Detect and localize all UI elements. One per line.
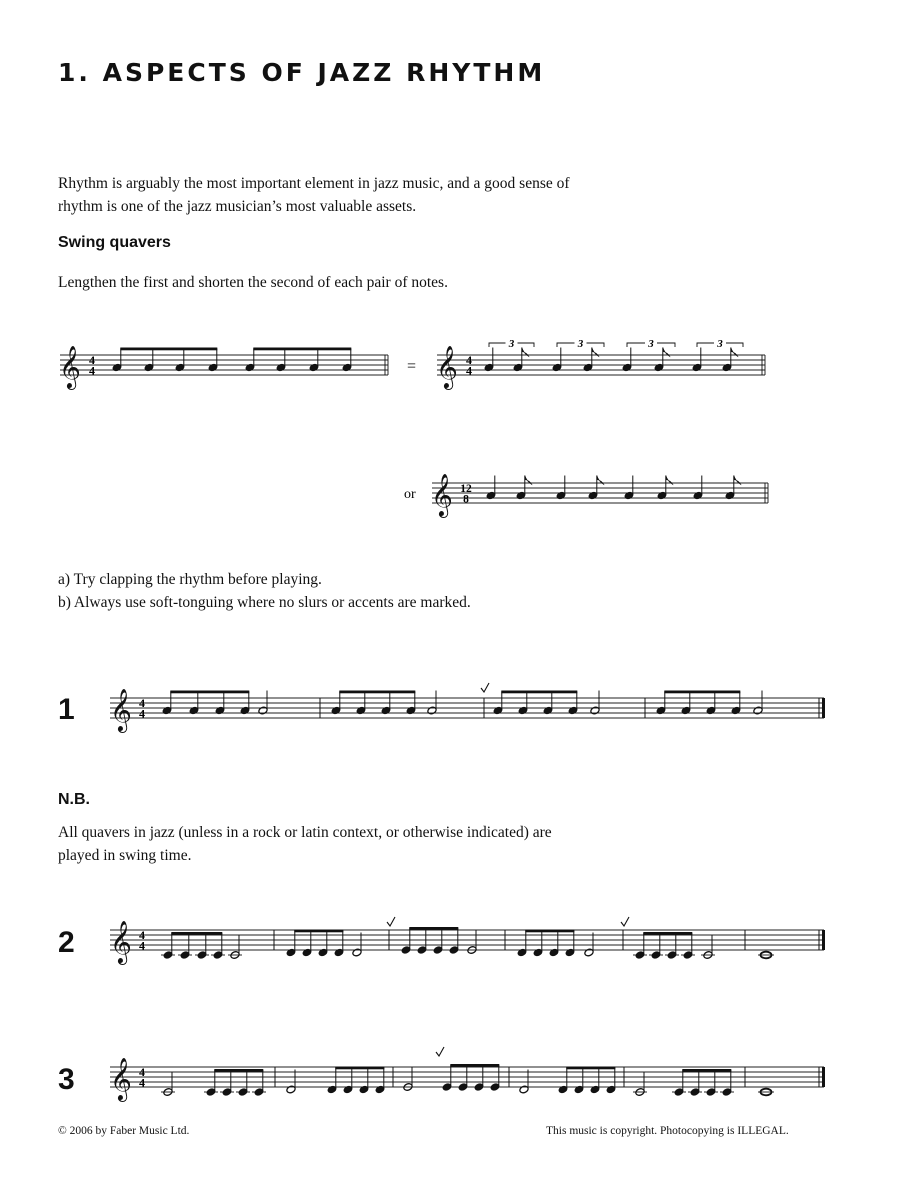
staff — [437, 355, 765, 375]
exercise-number-2: 2 — [58, 926, 75, 959]
time-signature-top: 4 — [139, 1065, 145, 1079]
beam — [682, 1069, 731, 1072]
breath-mark — [481, 683, 489, 692]
time-signature-bottom: 8 — [463, 493, 469, 506]
final-barline-thick — [822, 930, 825, 950]
or-label: or — [404, 487, 416, 502]
swing-heading: Swing quavers — [58, 234, 171, 251]
beam — [501, 691, 577, 694]
time-signature-top: 4 — [89, 353, 95, 367]
time-signature-bottom: 4 — [89, 363, 95, 378]
tip-b: b) Always use soft-tonguing where no slurs or accents are marked. — [58, 594, 471, 611]
intro-line-2: rhythm is one of the jazz musician’s most valuable assets. — [58, 198, 417, 215]
treble-clef: 𝄞 — [110, 690, 132, 731]
beam — [170, 691, 249, 694]
footer-notice: This music is copyright. Photocopying is ILLEGAL. — [546, 1125, 789, 1137]
staff — [432, 483, 768, 503]
beam — [171, 932, 222, 935]
beam — [566, 1067, 615, 1070]
exercise-number-1: 1 — [58, 693, 75, 726]
beam — [214, 1069, 263, 1072]
staff — [110, 698, 824, 718]
time-signature-top: 4 — [139, 928, 145, 942]
treble-clef: 𝄞 — [110, 1059, 132, 1100]
treble-clef: 𝄞 — [431, 475, 453, 516]
time-signature-top: 4 — [466, 353, 472, 367]
beam — [339, 691, 415, 694]
time-signature-top: 4 — [139, 696, 145, 710]
triplet-number: 3 — [648, 338, 654, 350]
beam — [335, 1067, 384, 1070]
intro-line-1: Rhythm is arguably the most important element in jazz music, and a good sense of — [58, 175, 570, 192]
triplet-number: 3 — [717, 338, 723, 350]
treble-clef: 𝄞 — [59, 347, 81, 388]
tip-a: a) Try clapping the rhythm before playing. — [58, 571, 322, 588]
staff — [60, 355, 388, 375]
beam — [253, 348, 351, 351]
nb-heading: N.B. — [58, 791, 90, 808]
breath-mark — [621, 917, 629, 926]
exercise-number-3: 3 — [58, 1063, 75, 1096]
final-barline-thick — [822, 1067, 825, 1087]
breath-mark — [387, 917, 395, 926]
beam — [409, 927, 458, 930]
breath-mark — [436, 1047, 444, 1056]
swing-instruction: Lengthen the first and shorten the second of each pair of notes. — [58, 274, 448, 291]
nb-line-1: All quavers in jazz (unless in a rock or latin context, or otherwise indicated) are — [58, 824, 552, 841]
time-signature-bottom: 4 — [139, 706, 145, 721]
beam — [120, 348, 217, 351]
treble-clef: 𝄞 — [436, 347, 458, 388]
beam — [294, 930, 343, 933]
footer-copyright: © 2006 by Faber Music Ltd. — [58, 1125, 190, 1137]
beam — [450, 1064, 499, 1067]
triplet-number: 3 — [508, 338, 515, 350]
page-title: 1. ASPECTS OF JAZZ RHYTHM — [58, 58, 546, 87]
time-signature-top: 12 — [460, 483, 472, 495]
beam — [525, 930, 574, 933]
time-signature-bottom: 4 — [139, 1075, 145, 1090]
beam — [643, 932, 692, 935]
time-signature-bottom: 4 — [139, 938, 145, 953]
final-barline-thick — [822, 698, 825, 718]
equals-sign: = — [407, 358, 417, 375]
triplet-number: 3 — [577, 338, 584, 350]
beam — [664, 691, 740, 694]
nb-line-2: played in swing time. — [58, 847, 192, 864]
treble-clef: 𝄞 — [110, 922, 132, 963]
time-signature-bottom: 4 — [466, 363, 472, 378]
